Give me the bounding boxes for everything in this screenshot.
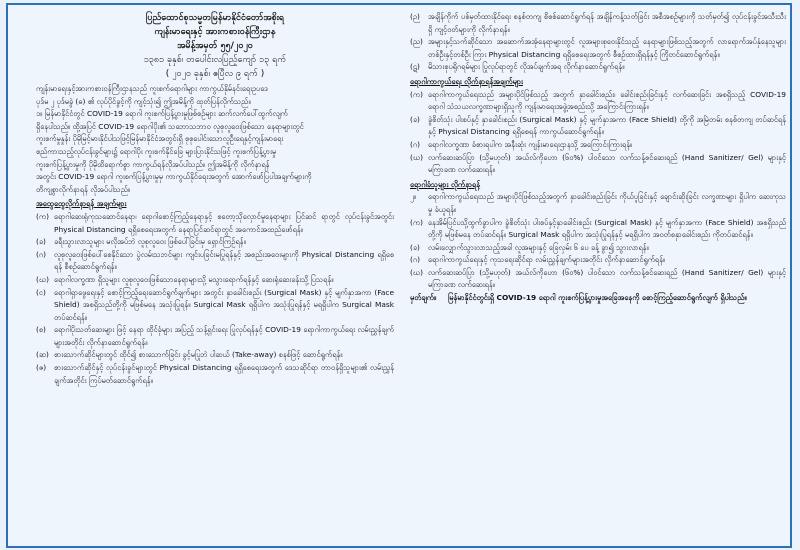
list-item <box>410 36 786 61</box>
intro-line: ကူးစက်မှုနှုန်း ပိုမိုမြင့်မားနိုင်ပါသဖြင့်မြန်မာနိုင်ငံအတွင်းရှိ စုစုပေါင်းသောလူဦးရေနှင့်ကျန်းမာရေး <box>36 134 284 144</box>
item-text: ရောဂါကာကွယ်ရေးသည် အများပိုင်ဖြစ်သည့်အတွက် နှာခေါင်းစည်းခြင်း ကိုယ်ပူခြင်းနှင့် ချောင်းဆိုးခြင်း လက္ခဏာများ ရှိပါက ဆေးကုသမှု ခံယူရန်။ <box>428 192 786 214</box>
item-text: အများနှင့်သက်ဆိုင်သော အဆောက်အအုံနေရာများတွင် လူအများစုဝေးနိုင်သည့် နေရာများဖြစ်သည့်အတွက် လာရောက်အပ်နှံနေသူများ တစ်ဦးနှင့်တစ်ဦး ကြား Physical Distancing ရရှိစေရေးအတွက် စီစဉ်ထားရှိရန်နှင့် ကြိုတင်ဆောင်ရွက်ရန်။ <box>428 37 786 59</box>
header-date-gregorian: ( ၂၀၂၀ ခုနှစ်၊ ဧပြီလ ၉ ရက် ) <box>165 69 265 79</box>
item-text: လက်ဆေးဆပ်ပြာ (သို့မဟုတ်) အယ်လ်ကိုဟော (၆၀%) ပါဝင်သော လက်သန့်စင်ဆေးရည် (Hand Sanitizer/ Gel) များနှင့် မကြာခဏ လက်ဆေးရန်။ <box>428 267 786 290</box>
note-text: မြန်မာနိုင်ငံတွင်းရှိ COVID-19 ရောဂါ ကူးစက်ပြန့်ပွားမှုအခြေအနေကို စောင့်ကြည့်ဆောင်ရွက်လျက် ရှိပါသည်။ <box>448 293 747 303</box>
document-header <box>36 11 394 81</box>
item-text: ခရီးသွားလာသူများ မလိုအပ်ဘဲ လူစုလူဝေး ဖြစ်ပေါ်ခြင်းမှ ရှောင်ကြဉ်ရန်။ <box>54 237 246 247</box>
list-item <box>410 191 786 216</box>
item-number: (ဉ) <box>410 12 420 21</box>
left-column <box>36 11 394 387</box>
item-number: (က) <box>410 217 423 227</box>
intro-line: ရှိနေပါသည်။ ထို့အပြင် COVID-19 ရောဂါပိုး၏ သဘောသဘာဝ လူစုလူဝေးဖြစ်သော နေရာများတွင် <box>36 121 304 131</box>
item-text: လက်ဆေးဆပ်ပြာ (သို့မဟုတ်) အယ်လ်ကိုဟော (၆၀%) ပါဝင်သော လက်သန့်စင်ဆေးရည် (Hand Sanitizer/ Gel) များနှင့် မကြာခဏ လက်ဆေးရန်။ <box>428 152 786 175</box>
list-item <box>410 11 786 36</box>
list-item <box>410 114 786 139</box>
item-number: (ခ) <box>410 242 420 252</box>
item-number: (စ) <box>36 325 46 335</box>
item-text: မိသားစုပရိုဂရမ်များ ပြုလုပ်ရာတွင် လိုအပ်ချက်အရ လိုက်နာဆောင်ရွက်ရန်။ <box>428 62 625 72</box>
header-line-2: ကျန်းမာရေးနှင့် အားကစားဝန်ကြီးဌာန <box>154 27 276 37</box>
item-text: ရောဂါပိုးသတ်ဆေးများ ဖြင့် နေရာ ထိုင်ခုံများ အပြည့် သန့်ရှင်းရေး ပြုလုပ်ရန်နှင့် COVID-19 ရောဂါကာကွယ်ရေး လမ်းညွှန်ချက်များအတိုင်း လိုက်နာဆောင်ရွက်ရန်။ <box>54 325 394 347</box>
header-line-1: ပြည်ထောင်စုသမ္မတမြန်မာနိုင်ငံတော်အစိုးရ <box>145 13 285 23</box>
list-item <box>36 274 394 287</box>
item-number: (ဂ) <box>410 139 420 149</box>
list-item <box>410 242 786 255</box>
list-item <box>36 287 394 325</box>
note <box>410 292 786 305</box>
intro-line: ကူးစက်ပြန့်ပွားမှုကို ပိုမိုထိရောက်စွာ ကာကွယ်ရန်လိုအပ်ပါသည်။ ဤအမိန့်ကို လိုက်နာရန် <box>36 159 270 169</box>
item-text: ခွဲစိတ်သုံး ပါးစပ်နှင့် နှာခေါင်းစည်း (Surgical Mask) နှင့် မျက်နှာအကာ (Face Shield) တို့ကို အမြဲတမ်း စနစ်တကျ တပ်ဆင်ရန်နှင့် Physical Distancing ရရှိစေရန် ကာကွယ်ဆောင်ရွက်ရန်။ <box>428 114 786 137</box>
list-item <box>36 249 394 274</box>
list-item <box>410 267 786 292</box>
note-label: မှတ်ချက်။ <box>410 293 437 303</box>
intro-line: တိကျစွာလိုက်နာရန် လိုအပ်ပါသည်။ <box>36 184 131 194</box>
intro-line: ပုဒ်မ ၂ ပုဒ်မခွဲ (ဓ) ၏ လုပ်ပိုင်ခွင့်ကို ကျင့်သုံး၍ ဤအမိန့်ကို ထုတ်ပြန်လိုက်သည်။ <box>36 96 251 106</box>
item-text: ရောဂါကာကွယ်ရေးသည် အများပိုင်ဖြစ်သည့် အတွက် နှာခေါင်းစည်း၊ ခေါင်းစည်းခြင်းနှင့် လက်ဆေးခြင်း အစရှိသည့် COVID-19 ရောဂါ သံသယလက္ခဏာများရှိသူကို ကျန်းမာရေးအဖွဲ့အစည်းသို့ အကြောင်းကြားရန်။ <box>428 89 786 112</box>
item-text: ရောဂါလက္ခဏာ ရှိသူများ လူစုလူဝေးဖြစ်သောနေရာများသို့ မသွားရောက်ရန်နှင့် ဆေးရုံဆေးခန်းသို့ ပြသရန်။ <box>54 274 334 284</box>
item-text: စားသောက်ဆိုင်များတွင် ထိုင်၍ စားသောက်ခြင်း ခွင့်မပြုဘဲ ပါဆယ် (Take-away) စနစ်ဖြင့် ဆောင်ရွက်ရန်။ <box>54 350 343 360</box>
item-number: (ဆ) <box>36 350 49 360</box>
item-text: လူစုလူဝေးဖြစ်ပေါ်စေနိုင်သော ပွဲလမ်းသဘင်များ ကျင်းပခြင်းမပြုရန်နှင့် အစည်းအဝေးများကို Physical Distancing ရရှိစေရန် စီစဉ်ဆောင်ရွက်ရန်။ <box>54 249 394 272</box>
list-item <box>410 89 786 114</box>
item-number: (ဃ) <box>410 152 423 162</box>
order-number: အမိန့်အမှတ် ၅၅/၂၀၂၀ <box>177 41 253 51</box>
item-number: (ဇ) <box>36 363 47 373</box>
item-text: ရောဂါလက္ခဏာ ခံစားရပါက အနီးဆုံး ကျန်းမာရေးဌာနသို့ အကြောင်းကြားရန်။ <box>428 139 633 149</box>
item-number: (ည) <box>410 37 423 47</box>
section-3-title: ရောဂါခံသူများ လိုက်နာရန် <box>410 179 481 189</box>
item-number: (ဃ) <box>410 267 423 277</box>
item-text: အချိန်ကိုက် ပစ်မှတ်ထားနိုင်ရေး စနစ်တကျ စိစစ်ဆောင်ရွက်ရန် အချိန်ကန့်သတ်ခြင်း အစီအစဉ်များကို သတ်မှတ်၍ လုပ်ငန်းခွင်အသီးသီးရှိ ကျင့်ဝတ်များကို လိုက်နာရန်။ <box>428 12 786 34</box>
document-frame <box>6 3 792 548</box>
intro-line: အတွင်း COVID-19 ရောဂါ ကူးစက်ပြန့်ပွားမှုမှ ကာကွယ်နိုင်ရေးအတွက် အောက်ဖော်ပြပါအချက်များကို <box>36 172 312 182</box>
intro-line: စည်ကားသည့်လုပ်ငန်းခွင်များ၌ ရောဂါပိုး ကူးစက်နိုင်ခြေ များပြားနိုင်သဖြင့် ကူးစက်ပြန့်ပွားမှု <box>36 146 277 156</box>
item-number: (ခ) <box>36 237 46 247</box>
list-item <box>36 211 394 236</box>
item-text: စားသောက်ဆိုင်နှင့် လုပ်ငန်းခွင်များတွင် Physical Distancing ရရှိစေရေးအတွက် ဒေသဆိုင်ရာ တာဝန်ရှိသူများ၏ လမ်းညွှန်ချက်အတိုင်း ကြပ်မတ်ဆောင်ရွက်ရန်။ <box>54 363 394 385</box>
section-1-title: အထွေထွေလိုက်နာရန် အချက်များ <box>36 199 127 209</box>
item-number: (ဂ) <box>410 255 420 265</box>
item-number: (ဃ) <box>36 274 49 284</box>
item-number: ၂။ <box>410 192 416 202</box>
item-text: ရောဂါရှာဖွေရေးနှင့် စောင့်ကြည့်ရေးဆောင်ရွက်ချက်များ အတွင်း နှာခေါင်းစည်း (Surgical Mask) နှင့် မျက်နှာအကာ (Face Shield) အစရှိသည်တို့ကို မဖြစ်မနေ အသုံးပြုရန်။ Surgical Mask ရရှိပါက အသုံးပြုရန်နှင့် မရရှိပါက Surgical Mask တပ်ဆင်ရန်။ <box>54 287 394 322</box>
list-item <box>410 217 786 242</box>
list-item <box>36 324 394 349</box>
intro-line: ကျန်းမာရေးနှင့်အားကစားဝန်ကြီးဌာနသည် ကူးစက်ရောဂါများ ကာကွယ်နှိမ်နင်းရေးဥပဒေ <box>36 84 268 93</box>
list-item <box>36 362 394 387</box>
right-column <box>410 11 786 305</box>
item-text: နေအိမ်ပြင်ပသို့ထွက်ခွာပါက ခွဲစိတ်သုံး ပါးစပ်နှင့်နှာခေါင်းစည်း (Surgical Mask) နှင့် မျက်နှာအကာ (Face Shield) အစရှိသည်တို့ကို မဖြစ်မနေ တပ်ဆင်ရန်။ Surgical Mask ရရှိပါက အသုံးပြုရန်နှင့် မရရှိပါက အဝတ်စနှာခေါင်းစည်း ကိုတပ်ဆင်ရန်။ <box>428 217 786 240</box>
item-number: (ဋ) <box>410 62 420 72</box>
item-number: (ခ) <box>410 114 420 124</box>
item-text: ရောဂါကာကွယ်ရေးနှင့် ကုသရေးဆိုင်ရာ လမ်းညွှန်ချက်များအတိုင်း လိုက်နာဆောင်ရွက်ရန်။ <box>428 255 666 265</box>
list-item <box>36 236 394 249</box>
list-item <box>410 61 786 74</box>
section-2-title: ရောဂါကာကွယ်ရေး လိုက်နာရန်အချက်များ <box>410 76 523 86</box>
intro-line: ၁။ မြန်မာနိုင်ငံတွင် COVID-19 ရောဂါ ကူးစက်ပြန့်ပွားမှုဖြစ်စဉ်များ ဆက်လက်ပေါ်ထွက်လျက် <box>36 109 288 119</box>
list-item <box>36 349 394 362</box>
header-date-myanmar: ၁၃၈၁ ခုနှစ်၊ တပေါင်းလပြည့်ကျော် ၁၃ ရက် <box>143 55 287 65</box>
list-item <box>410 139 786 152</box>
list-item <box>410 254 786 267</box>
list-item <box>410 152 786 177</box>
item-number: (က) <box>36 211 49 221</box>
item-number: (င) <box>36 287 46 297</box>
item-text: ရောဂါဆေးရုံကုသဆောင်နေရာ၊ ရောဂါစောင့်ကြည့်နေရာနှင့် စတော့သိုလှောင်မှုနေရာများ ပြင်ဆင် ရာတွင် လုပ်ငန်းခွင်အတွင်း Physical Distancing ရရှိစေရေးအတွက် နေရာပြင်ဆင်ရာတွင် အကောင်အထည်ဖော်ရန်။ <box>54 211 394 234</box>
item-number: (ဂ) <box>36 249 46 259</box>
item-number: (က) <box>410 89 423 99</box>
item-text: လမ်းလျှောက်သွားလာသည့်အခါ လူအများနှင့် ခြေလှမ်း ၆ ပေ ခန့် ခွာ၍ သွားလာရန်။ <box>428 242 649 252</box>
